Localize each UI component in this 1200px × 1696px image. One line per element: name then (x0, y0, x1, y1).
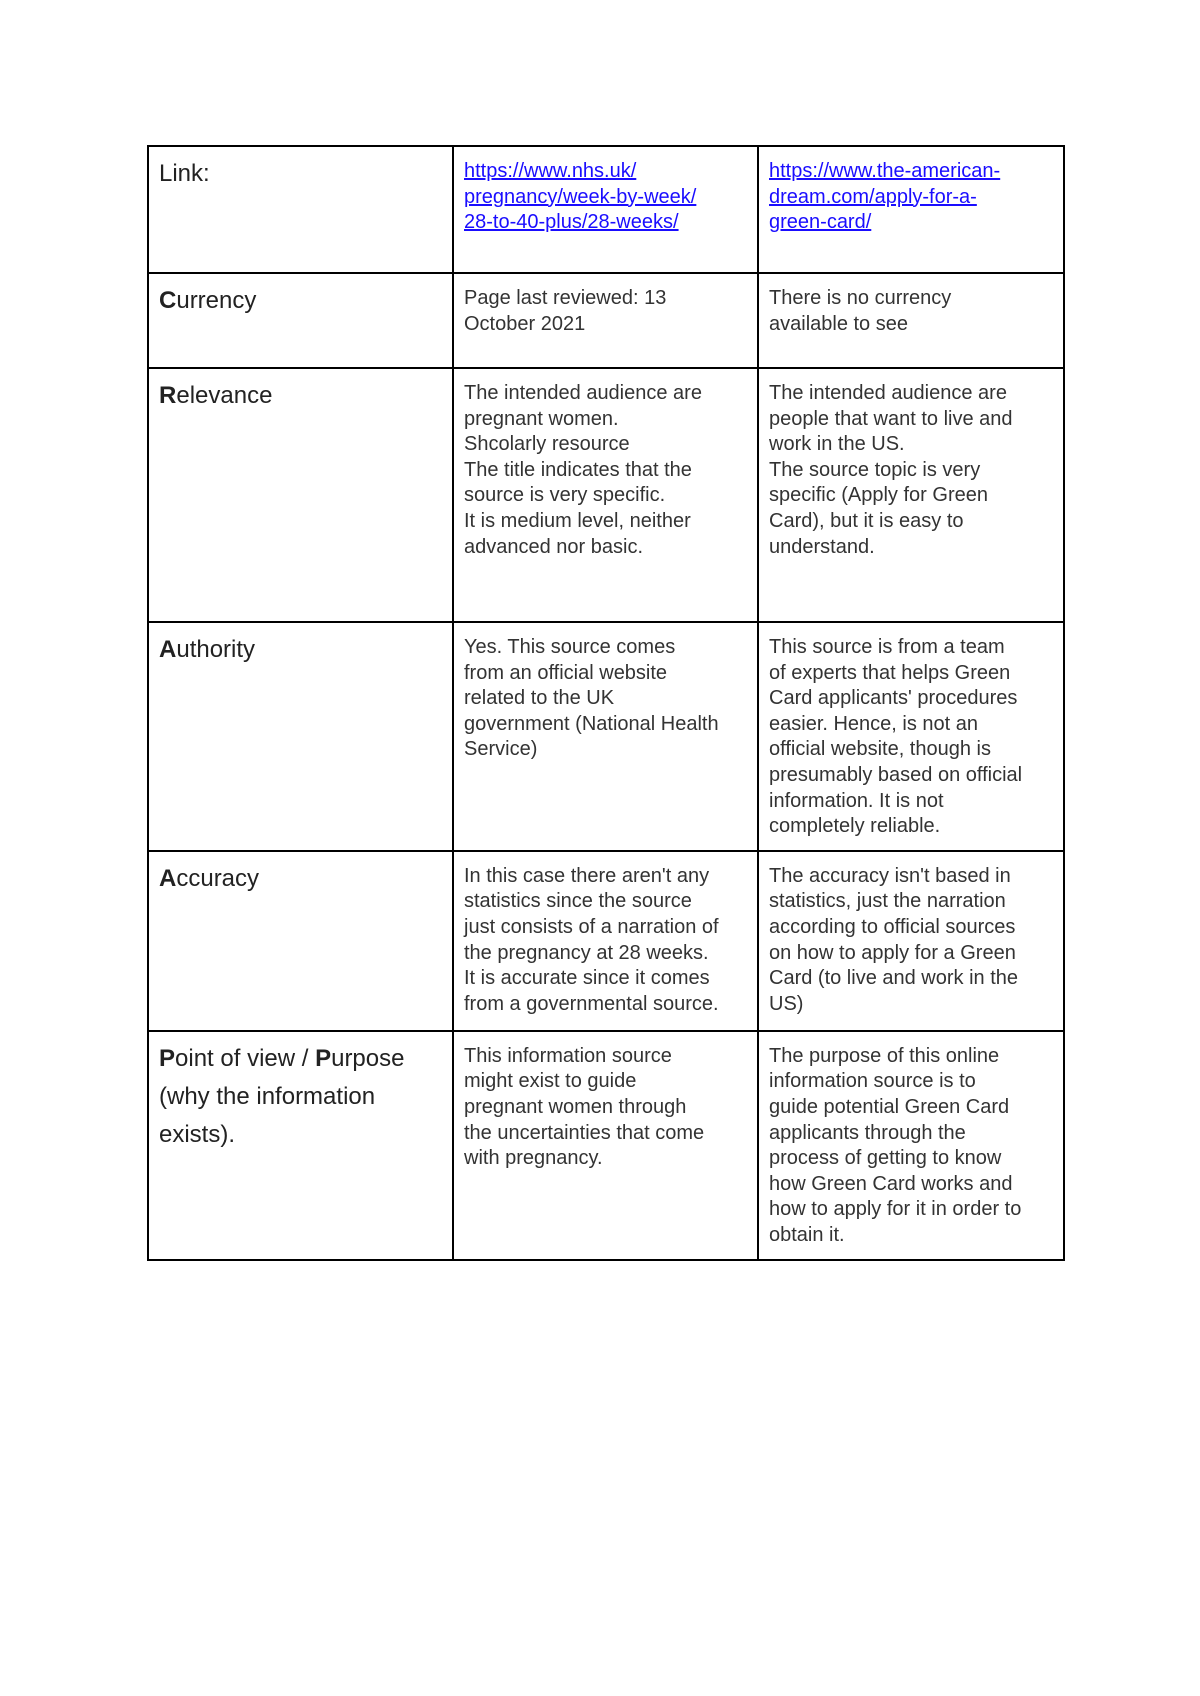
cell-line: how Green Card works and (769, 1172, 1013, 1195)
row-label-relevance (148, 368, 453, 622)
cell-line: advanced nor basic. (464, 535, 644, 558)
cell-line: The purpose of this online (769, 1044, 1000, 1067)
label-rest: urrency (176, 287, 257, 314)
cell-line: information source is to (769, 1070, 976, 1093)
label-initial: P (159, 1044, 176, 1072)
row-label-point-of-view (148, 1031, 453, 1260)
cell-line: Yes. This source comes (464, 636, 676, 658)
cell-line: completely reliable. (769, 815, 941, 838)
source1-url-line: pregnancy/week-by-week/ (464, 185, 697, 208)
cell-line: people that want to live and (769, 407, 1013, 430)
row-label-currency (148, 273, 453, 368)
source2-link-cell (758, 146, 1064, 273)
label-rest: urpose (331, 1044, 405, 1072)
cell-line: It is accurate since it comes (464, 967, 710, 990)
cell-line: statistics since the source (464, 890, 692, 913)
cell-line: how to apply for it in order to (769, 1198, 1022, 1221)
cell-line: related to the UK (464, 687, 615, 710)
source2-authority-cell (758, 622, 1064, 851)
cell-line: source is very specific. (464, 484, 666, 507)
row-label-link (148, 146, 453, 273)
source1-authority-cell (453, 622, 758, 851)
cell-line: The intended audience are (464, 382, 702, 404)
source2-pov-cell (758, 1031, 1064, 1260)
cell-line: Card applicants' procedures (769, 687, 1018, 710)
cell-line: This source is from a team (769, 636, 1005, 658)
cell-line: according to official sources (769, 915, 1016, 938)
cell-line: Card), but it is easy to (769, 509, 964, 532)
table-row-authority (148, 622, 1064, 851)
cell-line: US) (769, 992, 804, 1015)
cell-line: the uncertainties that come (464, 1121, 705, 1144)
source2-url-line: green-card/ (769, 211, 872, 234)
row-label-authority (148, 622, 453, 851)
cell-line: might exist to guide (464, 1070, 637, 1093)
cell-line: process of getting to know (769, 1147, 1002, 1170)
source1-currency-cell (453, 273, 758, 368)
cell-line: official website, though is (769, 738, 991, 761)
link-label-text: Link: (159, 160, 210, 187)
cell-line: specific (Apply for Green (769, 484, 988, 507)
cell-line: from a governmental source. (464, 992, 719, 1015)
cell-line: available to see (769, 312, 908, 335)
cell-line: pregnant women. (464, 407, 619, 430)
source2-relevance-cell (758, 368, 1064, 622)
source1-relevance-cell (453, 368, 758, 622)
cell-line: It is medium level, neither (464, 509, 691, 532)
source1-link-cell (453, 146, 758, 273)
cell-line: government (National Health (464, 712, 719, 735)
cell-line: Shcolarly resource (464, 433, 630, 456)
label-rest: uthority (176, 636, 256, 663)
cell-line: presumably based on official (769, 763, 1023, 786)
source2-url-line: https://www.the-american- (769, 160, 1001, 182)
source1-pov-cell (453, 1031, 758, 1260)
row-label-accuracy (148, 851, 453, 1031)
cell-line: The accuracy isn't based in (769, 864, 1011, 887)
source2-accuracy-cell (758, 851, 1064, 1031)
cell-line: with pregnancy. (464, 1147, 603, 1170)
source1-accuracy-cell (453, 851, 758, 1031)
source1-url-line: https://www.nhs.uk/ (464, 160, 637, 182)
label-initial: A (159, 636, 177, 663)
pov-label-line3: exists). (159, 1120, 236, 1148)
label-rest: oint of view / (175, 1044, 316, 1072)
cell-line: guide potential Green Card (769, 1095, 1010, 1118)
cell-line: Service) (464, 738, 538, 761)
cell-line: There is no currency (769, 287, 952, 309)
label-initial: R (159, 382, 177, 409)
label-initial: C (159, 287, 177, 314)
table-row-currency (148, 273, 1064, 368)
label-initial: A (159, 864, 177, 892)
cell-line: This information source (464, 1044, 672, 1067)
table-row-point-of-view (148, 1031, 1064, 1260)
table-row-relevance (148, 368, 1064, 622)
cell-line: obtain it. (769, 1223, 845, 1246)
source2-currency-cell (758, 273, 1064, 368)
label-rest: elevance (176, 382, 273, 409)
cell-line: The title indicates that the (464, 458, 692, 481)
source2-url-line: dream.com/apply-for-a- (769, 185, 977, 208)
cell-line: understand. (769, 535, 875, 558)
table-row-accuracy (148, 851, 1064, 1031)
cell-line: Card (to live and work in the (769, 967, 1019, 990)
cell-line: October 2021 (464, 312, 586, 335)
cell-line: The intended audience are (769, 382, 1007, 404)
cell-line: work in the US. (769, 433, 905, 456)
pov-label-line1 (159, 1040, 442, 1078)
cell-line: In this case there aren't any (464, 864, 710, 887)
cell-line: applicants through the (769, 1121, 966, 1144)
evaluation-table (147, 145, 1065, 1261)
cell-line: of experts that helps Green (769, 661, 1011, 684)
source2-url-link[interactable] (769, 159, 1053, 236)
cell-line: Page last reviewed: 13 (464, 287, 667, 309)
cell-line: the pregnancy at 28 weeks. (464, 941, 709, 964)
cell-line: from an official website (464, 661, 668, 684)
pov-label-line2: (why the information (159, 1082, 376, 1110)
cell-line: pregnant women through (464, 1095, 687, 1118)
label-initial: P (315, 1044, 332, 1072)
cell-line: easier. Hence, is not an (769, 712, 979, 735)
source1-url-line: 28-to-40-plus/28-weeks/ (464, 211, 679, 234)
cell-line: on how to apply for a Green (769, 941, 1016, 964)
cell-line: statistics, just the narration (769, 890, 1006, 913)
cell-line: The source topic is very (769, 458, 981, 481)
label-rest: ccuracy (176, 864, 260, 892)
cell-line: information. It is not (769, 789, 944, 812)
source1-url-link[interactable] (464, 159, 747, 236)
table-row-link (148, 146, 1064, 273)
cell-line: just consists of a narration of (464, 915, 719, 938)
